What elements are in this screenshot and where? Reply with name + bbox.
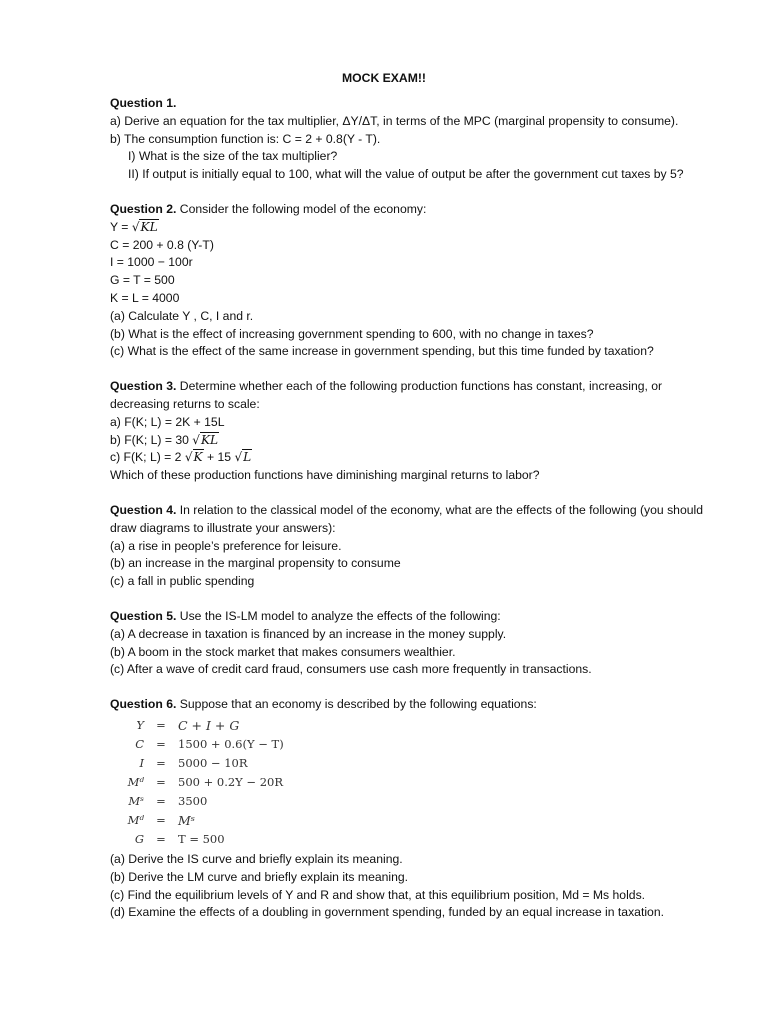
equation-lhs: C bbox=[135, 736, 144, 751]
equals-sign: = bbox=[156, 774, 166, 789]
question-1-part-b-ii: II) If output is initially equal to 100, what will the value of output be after the government cut taxes by 5? bbox=[128, 167, 684, 182]
question-3-part-b-prefix: b) F(K; L) = 30 bbox=[110, 432, 193, 447]
equation-rhs: Mˢ bbox=[178, 812, 196, 828]
question-6-heading: Question 6. bbox=[110, 697, 177, 712]
equation-i: I = 1000 − 100r bbox=[110, 255, 193, 270]
question-3-part-c bbox=[110, 449, 710, 467]
question-4-intro: In relation to the classical model of the economy, what are the effects of the following (you should draw diagrams to illustrate your answers): bbox=[110, 502, 703, 535]
equals-sign: = bbox=[156, 755, 166, 770]
question-1-heading: Question 1. bbox=[110, 96, 177, 110]
question-5-intro: Use the IS-LM model to analyze the effects of the following: bbox=[176, 608, 501, 623]
question-3-intro: Determine whether each of the following production functions has constant, increasing, or decreasing returns to scale: bbox=[110, 379, 663, 411]
exam-title: MOCK EXAM!! bbox=[342, 71, 426, 85]
question-3-part-b bbox=[110, 432, 710, 450]
question-4-part-b: (b) an increase in the marginal propensity to consume bbox=[110, 556, 401, 571]
question-4-part-c: (c) a fall in public spending bbox=[110, 574, 255, 589]
equation-row bbox=[114, 830, 288, 849]
sqrt-symbol: √L bbox=[234, 450, 252, 465]
equals-sign: = bbox=[156, 793, 166, 808]
question-3-part-c-mid: + 15 bbox=[203, 450, 235, 465]
question-2-part-b: (b) What is the effect of increasing government spending to 600, with no change in taxes? bbox=[110, 326, 594, 341]
question-6-part-b: (b) Derive the LM curve and briefly explain its meaning. bbox=[110, 869, 409, 884]
equation-rhs: 5000 − 10R bbox=[178, 755, 248, 770]
question-2 bbox=[110, 201, 710, 361]
question-1-part-b: b) The consumption function is: C = 2 + 0.8(Y - T). bbox=[110, 131, 381, 146]
equation-y-prefix: Y = bbox=[110, 219, 132, 234]
equals-sign: = bbox=[156, 717, 166, 732]
sqrt-symbol: √KL bbox=[131, 219, 158, 234]
question-4-part-a: (a) a rise in people’s preference for leisure. bbox=[110, 538, 342, 553]
sqrt-argument: K bbox=[193, 450, 203, 465]
sqrt-argument: L bbox=[243, 450, 252, 465]
equation-row bbox=[114, 716, 288, 735]
equals-sign: = bbox=[156, 831, 166, 846]
question-6-part-d: (d) Examine the effects of a doubling in government spending, funded by an equal increase in taxation. bbox=[110, 905, 664, 920]
equation-lhs: I bbox=[139, 755, 144, 770]
equals-sign: = bbox=[156, 736, 166, 751]
equation-lhs: Mᵈ bbox=[127, 774, 144, 789]
question-1 bbox=[110, 95, 710, 184]
equation-rhs: 500 + 0.2Y − 20R bbox=[178, 774, 284, 789]
equals-sign: = bbox=[156, 812, 166, 827]
equation-rhs: C + I + G bbox=[178, 717, 240, 733]
question-5-part-a: (a) A decrease in taxation is financed by an increase in the money supply. bbox=[110, 626, 507, 641]
equation-lhs: G bbox=[134, 831, 144, 846]
equation-row bbox=[114, 773, 288, 792]
question-3-last: Which of these production functions have diminishing marginal returns to labor? bbox=[110, 468, 540, 483]
question-5-heading: Question 5. bbox=[110, 608, 177, 623]
question-3-part-a: a) F(K; L) = 2K + 15L bbox=[110, 414, 225, 429]
equation-g: G = T = 500 bbox=[110, 273, 175, 288]
question-5 bbox=[110, 608, 710, 679]
equation-k: K = L = 4000 bbox=[110, 290, 180, 305]
question-3-heading: Question 3. bbox=[110, 379, 177, 394]
sqrt-symbol: √K bbox=[184, 450, 203, 465]
equation-row bbox=[114, 811, 288, 830]
question-5-part-b: (b) A boom in the stock market that makes consumers wealthier. bbox=[110, 644, 456, 659]
question-2-part-a: (a) Calculate Y , C, I and r. bbox=[110, 308, 254, 323]
sqrt-argument: KL bbox=[200, 432, 219, 447]
question-2-intro: Consider the following model of the economy: bbox=[176, 201, 427, 216]
exam-content bbox=[110, 95, 710, 939]
equation-lhs: Mᵈ bbox=[127, 812, 144, 827]
question-3 bbox=[110, 378, 710, 485]
question-5-part-c: (c) After a wave of credit card fraud, consumers use cash more frequently in transactions. bbox=[110, 662, 592, 677]
question-6-intro: Suppose that an economy is described by the following equations: bbox=[176, 697, 537, 712]
sqrt-symbol: √KL bbox=[192, 432, 219, 447]
equation-rhs: 3500 bbox=[178, 793, 208, 808]
question-1-part-b-i: I) What is the size of the tax multiplier? bbox=[128, 149, 338, 164]
equation-lhs: Y bbox=[136, 717, 144, 732]
question-2-heading: Question 2. bbox=[110, 201, 177, 216]
question-4-heading: Question 4. bbox=[110, 502, 177, 517]
equation-lhs: Mˢ bbox=[128, 793, 144, 808]
equation-system bbox=[114, 716, 288, 849]
equation-rhs: T = 500 bbox=[178, 831, 225, 846]
question-2-part-c: (c) What is the effect of the same increase in government spending, but this time funded by taxation? bbox=[110, 344, 654, 359]
question-1-part-a: a) Derive an equation for the tax multiplier, ΔY/ΔT, in terms of the MPC (marginal propensity to consume). bbox=[110, 113, 679, 128]
question-4 bbox=[110, 502, 710, 591]
question-6 bbox=[110, 696, 710, 922]
equation-rhs: 1500 + 0.6(Y − T) bbox=[178, 736, 284, 751]
equation-c: C = 200 + 0.8 (Y-T) bbox=[110, 237, 214, 252]
equation-row bbox=[114, 735, 288, 754]
equation-y bbox=[110, 219, 710, 237]
question-6-part-a: (a) Derive the IS curve and briefly explain its meaning. bbox=[110, 851, 403, 866]
equation-row bbox=[114, 754, 288, 773]
question-3-part-c-prefix: c) F(K; L) = 2 bbox=[110, 450, 185, 465]
question-6-part-c: (c) Find the equilibrium levels of Y and R and show that, at this equilibrium position, Md = Ms holds. bbox=[110, 887, 646, 902]
sqrt-argument: KL bbox=[140, 219, 158, 234]
equation-row bbox=[114, 792, 288, 811]
